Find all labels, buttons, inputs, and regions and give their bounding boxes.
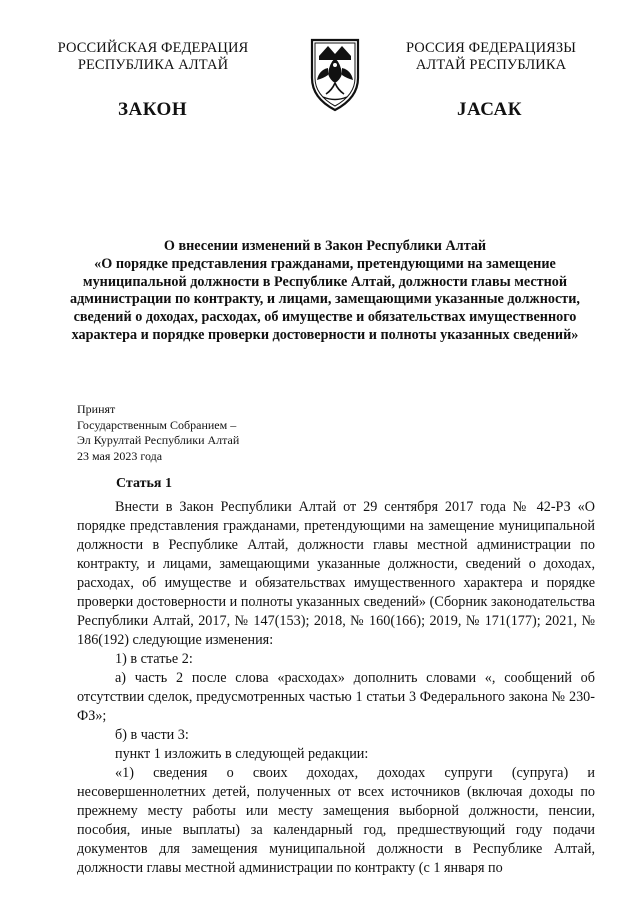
article-paragraph: пункт 1 изложить в следующей редакции: [115, 746, 369, 762]
header-left [52, 40, 254, 74]
law-title [70, 238, 580, 345]
adoption-date: 23 мая 2023 года [77, 448, 163, 463]
adoption-label: Принят [77, 402, 116, 416]
doc-type-altai: ЈАСАК [457, 99, 523, 120]
header-right-country: РОССИЯ ФЕДЕРАЦИЯЗЫ [405, 40, 577, 56]
article-paragraph: а) часть 2 после слова «расходах» дополнить словами «, сообщений об отсутствии сделок, предусмотренных частью 1 статьи 3 Федерального закона № 230-ФЗ»; [77, 670, 595, 724]
coat-of-arms-icon [306, 34, 364, 114]
article-paragraph: 1) в статье 2: [115, 651, 193, 667]
header-left-country: РОССИЙСКАЯ ФЕДЕРАЦИЯ [57, 40, 249, 56]
header-right [393, 40, 589, 74]
article-paragraph: б) в части 3: [115, 727, 189, 743]
adoption-block [77, 402, 337, 464]
article-paragraph: Внести в Закон Республики Алтай от 29 сентября 2017 года № 42-РЗ «О порядке представления гражданами, претендующими на замещение муниципальной должности в Республике Алтай, должности главы местной администрации по контракту, и лицами, замещающими указанные должности, сведений о доходах, расходах, об имуществе и обязательствах имущественного характера и порядке проверки достоверности и полноты указанных сведений» (Сборник законодательства Республики Алтай, 2017, № 147(153); 2018, № 160(166); 2019, № 171(177); 2021, № 186(192) следующие изменения: [77, 499, 595, 648]
header-right-republic: АЛТАЙ РЕСПУБЛИКА [415, 57, 567, 73]
article-body [77, 498, 595, 878]
article-heading: Статья 1 [116, 476, 172, 491]
article-paragraph: «1) сведения о своих доходах, доходах супруги (супруга) и несовершеннолетних детей, полученных от всех источников (включая доходы по прежнему месту работы или месту замещения выборной должности, пенсии, пособия, иные выплаты) за календарный год, предшествующий году подачи документов для замещения муниципальной должности в Республике Алтай, должности главы местной администрации по контракту (с 1 января по [77, 765, 595, 876]
header-left-republic: РЕСПУБЛИКА АЛТАЙ [77, 57, 229, 73]
doc-type-russian: ЗАКОН [118, 99, 188, 120]
law-title-subject: «О порядке представления гражданами, претендующими на замещение муниципальной должности в Республике Алтай, должности главы местной администрации по контракту, и лицами, замещающими указанные должности, сведений о доходах, расходах, об имуществе и обязательствах имущественного характера и порядке проверки достоверности и полноты указанных сведений» [70, 255, 580, 343]
adoption-body-name: Эл Курултай Республики Алтай [77, 433, 240, 447]
law-title-line1: О внесении изменений в Закон Республики Алтай [163, 238, 487, 254]
adoption-body: Государственным Собранием – [77, 417, 237, 432]
